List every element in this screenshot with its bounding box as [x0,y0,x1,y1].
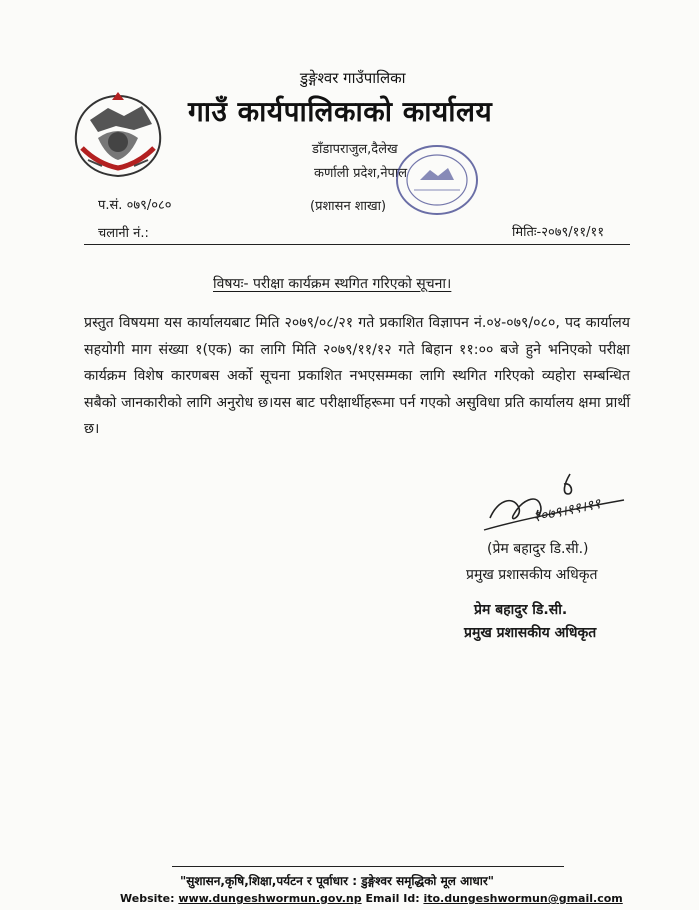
letter-date: मितिः-२०७९/११/११ [512,225,605,240]
header-divider [84,244,630,245]
signatory-title: प्रमुख प्रशासकीय अधिकृत [466,567,598,583]
address-line-3: (प्रशासन शाखा) [310,199,387,214]
office-title: गाउँ कार्यपालिकाको कार्यालय [188,95,493,128]
government-emblem-icon [68,90,168,182]
website-label: Website: [120,892,175,905]
signatory-name: (प्रेम बहादुर डि.सी.) [487,541,589,557]
subject-line: विषयः- परीक्षा कार्यक्रम स्थगित गरिएको सूचना। [213,276,452,292]
name-stamp: प्रेम बहादुर डि.सी. [474,602,568,618]
email-link[interactable]: ito.dungeshwormun@gmail.com [423,892,623,905]
reference-number: प.सं. ०७९/०८० [98,198,172,213]
office-seal-stamp [392,140,482,220]
address-line-2: कर्णाली प्रदेश,नेपाल [314,166,408,181]
handwritten-signature [478,470,628,540]
municipality-name: डुङ्गेश्वर गाउँपालिका [300,69,406,87]
footer-slogan: "सुशासन,कृषि,शिक्षा,पर्यटन र पूर्वाधार : डुङ्गेश्वर समृद्धिको मूल आधार" [180,874,494,888]
notice-body: प्रस्तुत विषयमा यस कार्यालयबाट मिति २०७९/०८/२१ गते प्रकाशित विज्ञापन नं.०४-०७९/०८०, पद कार्यालय सहयोगी माग संख्या १(एक) का लागि मिति २०७९/११/१२ गते बिहान ११:०० बजे हुने भनिएको परीक्षा कार्यक्रम विशेष कारणबस अर्को सूचना प्रकाशित नभएसम्मका लागि स्थगित गरिएको व्यहोरा सम्बन्धित सबैको जानकारीको लागि अनुरोध छ।यस बाट परीक्षार्थीहरूमा पर्न गएको असुविधा प्रति कार्यालय क्षमा प्रार्थी छ। [84,315,630,437]
footer-contact [120,892,623,905]
address-line-1: डाँडापराजुल,दैलेख [312,142,398,157]
website-link[interactable]: www.dungeshwormun.gov.np [178,892,362,905]
email-label: Email Id: [365,892,420,905]
signature-date-handwritten: २०७९।११।११ [531,495,603,526]
dispatch-number: चलानी नं.: [98,226,149,241]
footer-divider [172,866,564,867]
title-stamp: प्रमुख प्रशासकीय अधिकृत [464,625,597,641]
